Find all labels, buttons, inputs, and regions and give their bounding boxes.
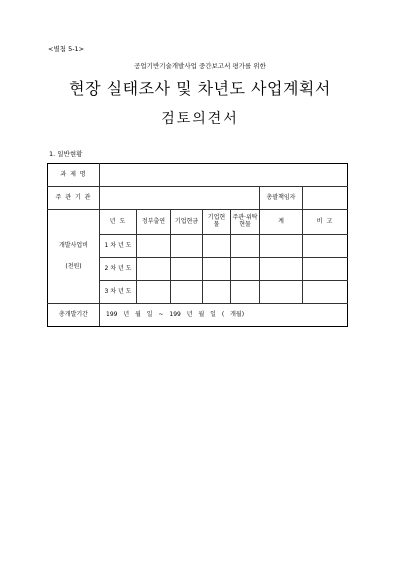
project-name-value	[100, 164, 348, 187]
period-label: 총개발기간	[48, 304, 100, 327]
project-name-label: 과 제 명	[48, 164, 100, 187]
budget-label-cell	[48, 210, 100, 304]
year-label: 3 차 년 도	[100, 281, 137, 304]
col-total: 계	[260, 210, 303, 235]
col-host-line1: 주관·위탁	[232, 214, 258, 222]
host-org-label: 주 관 기 관	[48, 187, 100, 210]
table-row	[48, 187, 348, 210]
section-heading: 1. 일반현황	[49, 150, 83, 158]
attachment-label: <별첨 5-1>	[48, 45, 85, 53]
col-remarks: 비 고	[303, 210, 348, 235]
col-host-line2: 현물	[239, 221, 251, 228]
general-status-table	[47, 163, 348, 327]
col-gov: 정부출연	[137, 210, 171, 235]
table-row	[48, 164, 348, 187]
lead-researcher-label: 총괄책임자	[260, 187, 303, 210]
document-subtitle: 공업기반기술개발사업 중간보고서 평가를 위한	[134, 62, 266, 70]
col-corp-inkind-line1: 기업현	[207, 214, 226, 222]
lead-researcher-value	[303, 187, 348, 210]
budget-label: 개발사업비	[59, 241, 88, 249]
col-corp-inkind-line2: 물	[213, 221, 220, 228]
col-year: 년 도	[100, 210, 137, 235]
budget-unit: (천원)	[65, 262, 82, 270]
document-title: 현장 실태조사 및 차년도 사업계획서	[69, 79, 331, 98]
table-row	[48, 304, 348, 327]
host-org-value	[100, 187, 260, 210]
document-title-2: 검토의견서	[161, 111, 239, 127]
period-value: 199 년 월 일 ~ 199 년 월 일 ( 개월)	[100, 304, 348, 327]
col-corp-inkind	[203, 210, 231, 235]
table-row	[48, 210, 348, 235]
col-host	[231, 210, 260, 235]
year-label: 2 차 년 도	[100, 258, 137, 281]
year-label: 1 차 년 도	[100, 235, 137, 258]
col-corp: 기업현금	[171, 210, 203, 235]
